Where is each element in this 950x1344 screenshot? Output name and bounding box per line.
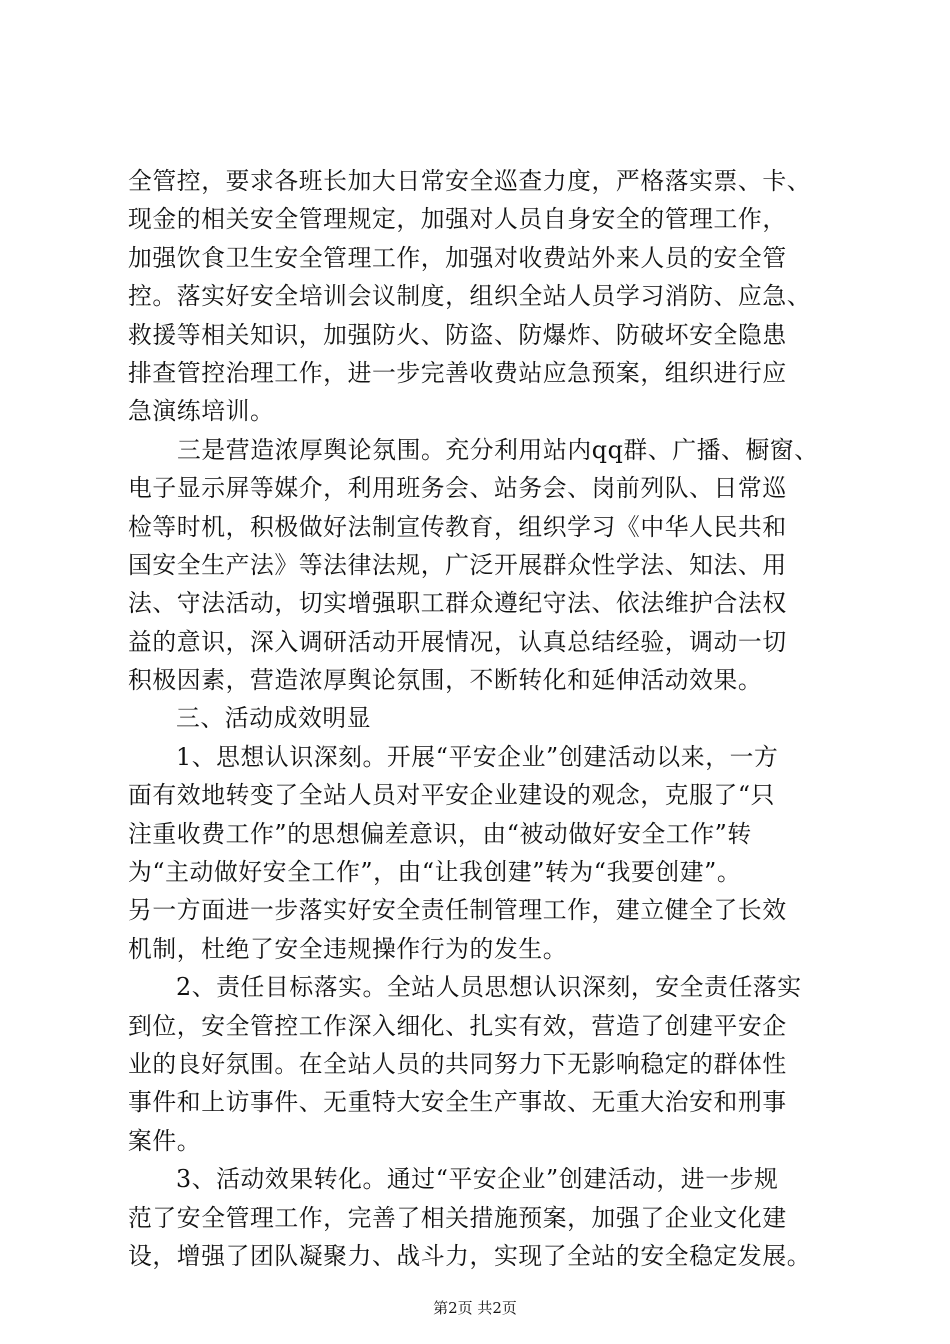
paragraph-start-line: 3、活动效果转化。通过“平安企业”创建活动，进一步规 bbox=[176, 1165, 779, 1194]
text-line: 面有效地转变了全站人员对平安企业建设的观念，克服了“只 bbox=[128, 781, 776, 810]
text-line: 排查管控治理工作，进一步完善收费站应急预案，组织进行应 bbox=[128, 358, 787, 387]
text-line: 国安全生产法》等法律法规，广泛开展群众性学法、知法、用 bbox=[128, 550, 787, 579]
text-line: 案件。 bbox=[128, 1126, 202, 1155]
section-heading: 三、活动成效明显 bbox=[176, 704, 372, 733]
text-line: 加强饮食卫生安全管理工作，加强对收费站外来人员的安全管 bbox=[128, 243, 787, 272]
text-line: 控。落实好安全培训会议制度，组织全站人员学习消防、应急、 bbox=[128, 282, 812, 311]
text-line: 全管控，要求各班长加大日常安全巡查力度，严格落实票、卡、 bbox=[128, 167, 812, 195]
paragraph-start-line: 2、责任目标落实。全站人员思想认识深刻，安全责任落实 bbox=[176, 973, 802, 1002]
text-line: 积极因素，营造浓厚舆论氛围，不断转化和延伸活动效果。 bbox=[128, 666, 763, 695]
document-body bbox=[128, 162, 850, 1275]
text-line: 范了安全管理工作，完善了相关措施预案，加强了企业文化建 bbox=[128, 1203, 787, 1232]
text-line: 电子显示屏等媒介，利用班务会、站务会、岗前列队、日常巡 bbox=[128, 474, 787, 503]
text-line: 救援等相关知识，加强防火、防盗、防爆炸、防破坏安全隐患 bbox=[128, 320, 787, 349]
text-line: 法、守法活动，切实增强职工群众遵纪守法、依法维护合法权 bbox=[128, 589, 787, 618]
text-line: 注重收费工作”的思想偏差意识，由“被动做好安全工作”转 bbox=[128, 819, 752, 848]
page-number-footer: 第2页 共2页 bbox=[433, 1299, 517, 1317]
text-line: 现金的相关安全管理规定，加强对人员自身安全的管理工作， bbox=[128, 205, 787, 234]
text-line: 另一方面进一步落实好安全责任制管理工作，建立健全了长效 bbox=[128, 896, 787, 925]
text-line: 机制，杜绝了安全违规操作行为的发生。 bbox=[128, 934, 568, 963]
text-line: 设，增强了团队凝聚力、战斗力，实现了全站的安全稳定发展。 bbox=[128, 1241, 812, 1270]
text-line: 益的意识，深入调研活动开展情况，认真总结经验，调动一切 bbox=[128, 627, 787, 656]
paragraph-start-line: 1、思想认识深刻。开展“平安企业”创建活动以来，一方 bbox=[176, 742, 779, 771]
paragraph-start-line: 三是营造浓厚舆论氛围。充分利用站内qq群、广播、橱窗、 bbox=[177, 435, 819, 464]
text-line: 急演练培训。 bbox=[128, 397, 275, 426]
text-line: 事件和上访事件、无重特大安全生产事故、无重大治安和刑事 bbox=[128, 1088, 787, 1117]
text-line: 到位，安全管控工作深入细化、扎实有效，营造了创建平安企 bbox=[128, 1011, 787, 1040]
text-line: 检等时机，积极做好法制宣传教育，组织学习《中华人民共和 bbox=[128, 512, 787, 541]
text-line: 业的良好氛围。在全站人员的共同努力下无影响稳定的群体性 bbox=[128, 1049, 787, 1078]
text-line: 为“主动做好安全工作”，由“让我创建”转为“我要创建”。 bbox=[128, 858, 742, 887]
